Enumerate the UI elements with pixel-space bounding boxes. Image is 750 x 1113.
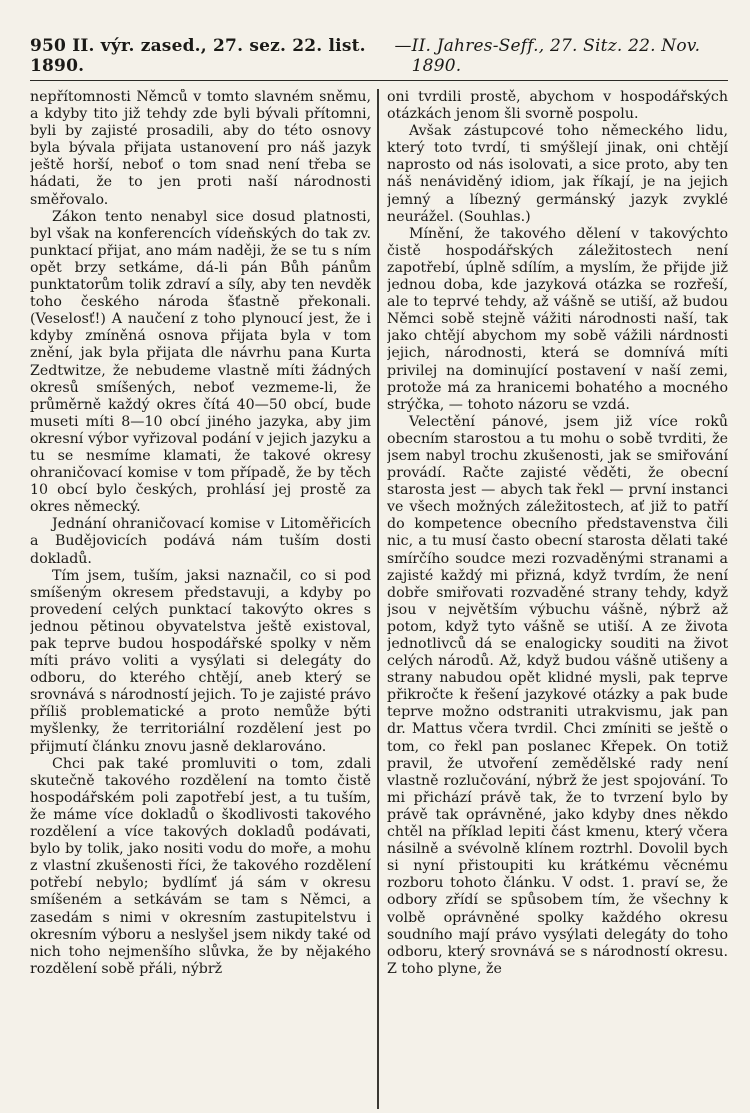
column-divider: [377, 89, 379, 1109]
right-column: [387, 89, 728, 1109]
text-columns: [30, 89, 728, 1109]
left-column: [30, 89, 371, 1109]
paragraph: oni tvrdili prostě, abychom v hospodářských otázkách jenom šli svorně pospolu.: [386, 89, 729, 123]
paragraph: Avšak zástupcové toho německého lidu, který toto tvrdí, ti smýšlejí jinak, oni chtějí naprosto od nás isolovati, a sice proto, aby ten náš nenáviděný idiom, jak říkají, je na jejich jemný a líbezný germánský jazyk zvyklé neurážel. (Souhlas.): [386, 123, 729, 225]
paragraph: Tím jsem, tuším, jaksi naznačil, co si pod smíšeným okresem představuji, a kdyby po provedení celých punktací takovýto okres s jednou pětinou obyvatelstva ještě existoval, pak teprve budou hospodářské spolky v něm míti právo voliti a vysýlati si delegáty do odboru, do kterého chtějí, aneb který se srovnává s národností jejich. To je zajisté právo příliš problematické a proto nemůže býti myšlenky, že territoriální rozdělení jest po přijmutí článku znovu jasně deklarováno.: [30, 567, 372, 755]
header-separator: —: [394, 36, 412, 56]
paragraph: Zákon tento nenabyl sice dosud platnosti, byl však na konferencích vídeňských do tak zv. punktací přijat, ano mám naději, že se tu s ním opět brzy setkáme, dá-li pán Bůh pánům punktatorům tolik zdraví a síly, aby ten nevděk toho českého národa šťastně překonali. (Veselosť!) A naučení z toho plynoucí jest, že i kdyby zmíněná osnova přijata byla v tom znění, jak byla přijata dle návrhu pana Kurta Zedtwitze, že nebudeme vlastně míti žádných okresů smíšených, neboť vezmeme-li, že průměrně každý okres čítá 40—50 obcí, bude museti míti 8—10 obcí jiného jazyka, aby jim okresní výbor vyřizoval podání v jejich jazyku a tu se nesmíme klamati, že takové okresy ohraničovací komise v tom případě, že by těch 10 obcí bylo českých, prohlásí jej prostě za okres německý.: [30, 208, 372, 516]
paragraph: Jednání ohraničovací komise v Litoměřicích a Budějovicích podává nám tuším dosti dokladů.: [30, 516, 372, 567]
paragraph: Velectění pánové, jsem již více roků obecním starostou a tu mohu o sobě tvrditi, že jsem nabyl trochu zkušenosti, jak se smiřování provádí. Račte zajisté věděti, že obecní starosta jest — abych tak řekl — první instanci ve všech možných záležitostech, ať již to patří do kompetence obecního představenstva čili nic, a tu musí často obecní starosta dělati také smírčího soudce mezi rozvaděnými stranami a zajisté každý mi přizná, když tvrdím, že není dobře smiřovati rozvaděné strany tehdy, když jsou v největším výbuchu vášně, nýbrž až potom, když tyto vášně se utiší. A ze života jednotlivců dá se enalogicky souditi na život celých národů. Až, když budou vášně utišeny a strany nabudou opět klidné mysli, pak teprve přikročte k řešení jazykové otázky a pak bude teprve možno odstraniti utrakvismu, jak pan dr. Mattus včera tvrdil. Chci zmíniti se ještě o tom, co řekl pan poslanec Křepek. On totiž pravil, že utvoření zemědělské rady není vlastně rozlučování, nýbrž že jest spojování. To mi přichází právě tak, že to tvrzení bylo by právě tak oprávněné, jako kdyby dnes někdo chtěl na příklad lepiti část kmenu, který včera násilně a svévolně klínem roztrhl. Dovolil bych si nyní přistoupiti ku krátkému věcnému rozboru tohoto článku. V odst. 1. praví se, že odbory zřídí se spůsobem tím, že všechny k volbě oprávněné spolky každého okresu soudního mají právo vysýlati delegáty do toho odboru, který srovnává se s národností okresu. Z toho plyne, že: [386, 413, 729, 977]
paragraph: nepřítomnosti Němců v tomto slavném sněmu, a kdyby tito již tehdy zde byli bývali přítomni, byli by zajisté prosadili, aby do této osnovy byla bývala přijata ustanovení pro náš jazyk ještě horší, neboť o tom snad není třeba se hádati, že to jen proti naší národnosti směřovalo.: [30, 89, 372, 208]
paragraph: Mínění, že takového dělení v takovýchto čistě hospodářských záležitostech není zapotřebí, úplně sdílím, a myslím, že přijde již jednou doba, kde jazyková otázka se rozřeší, ale to teprvé tehdy, až vášně se utiší, až budou Němci sobě stejně vážiti národnosti naší, tak jako chtějí abychom my sobě vážili nárdnosti jejich, národnosti, která se domnívá míti privilej na dominující postavení v naší zemi, protože má za hranicemi bohatého a mocného strýčka, — tohoto názoru se vzdá.: [386, 225, 729, 413]
page-header: [30, 36, 728, 81]
header-german: II. Jahres-Seff., 27. Sitz. 22. Nov. 1890.: [411, 36, 701, 76]
paragraph: Chci pak také promluviti o tom, zdali skutečně takového rozdělení na tomto čistě hospodářském poli zapotřebí jest, a tu tuším, že máme více dokladů o škodlivosti takového rozdělení a více takových dokladů podávati, bylo by tolik, jako nositi vodu do moře, a mohu z vlastní zkušenosti říci, že takového rozdělení potřebí nebylo; bydlímť já sám v okresu smíšeném a setkávám se tam s Němci, a zasedám s nimi v okresním zastupitelstvu i okresním výboru a neslyšel jsem nikdy také od nich toho nejmenšího slůvka, že by nějakého rozdělení sobě přáli, nýbrž: [30, 755, 372, 977]
header-czech: 950 II. výr. zased., 27. sez. 22. list. 1890.: [30, 36, 366, 76]
